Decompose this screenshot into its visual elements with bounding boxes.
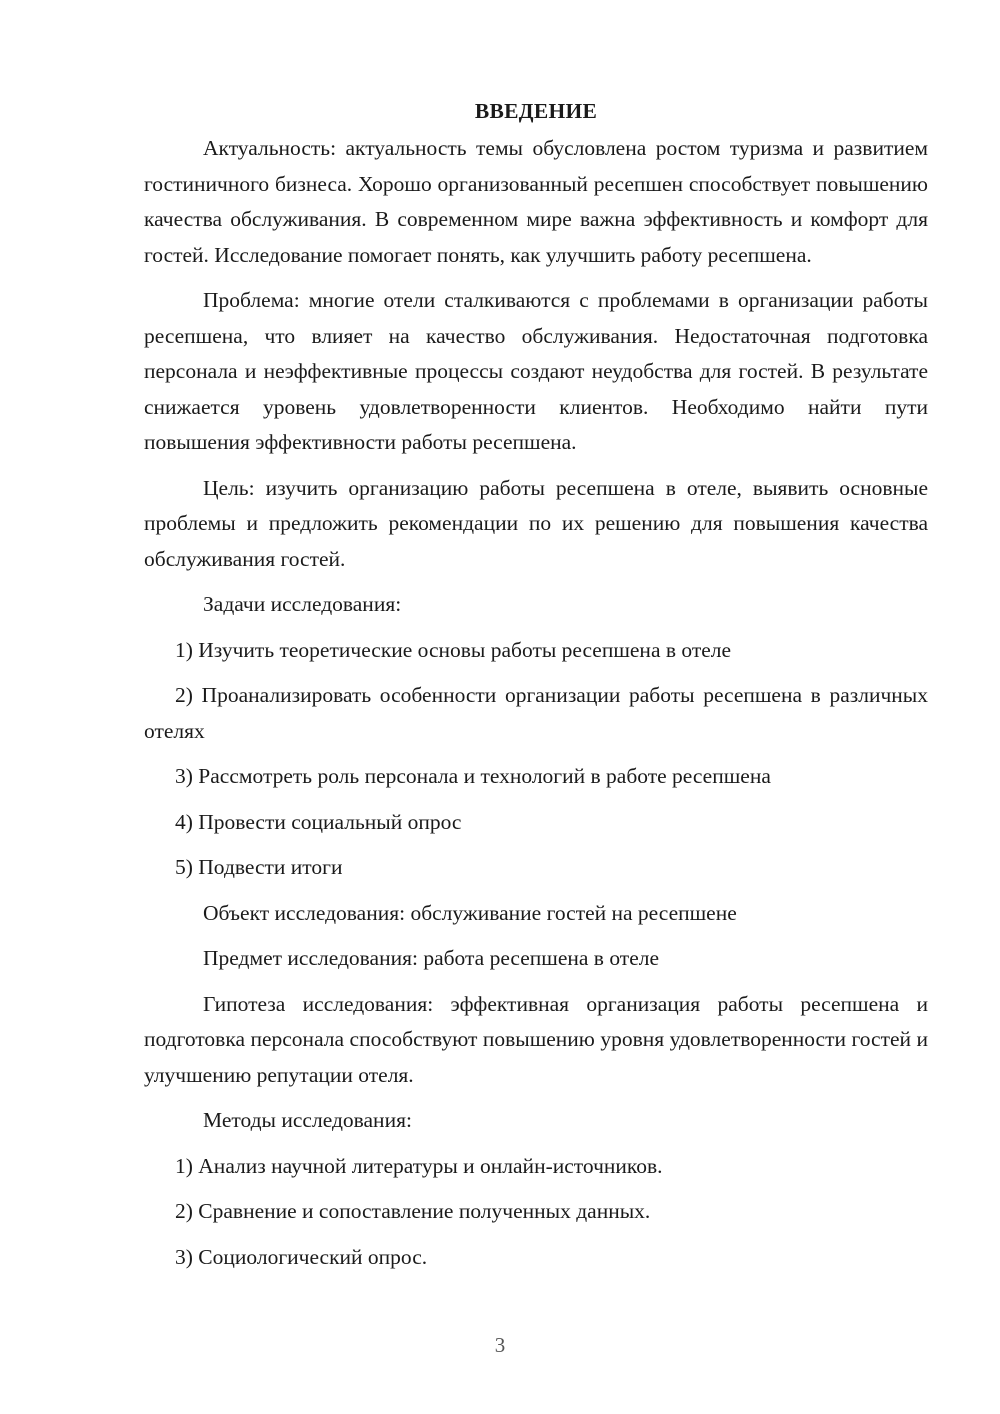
research-object: Объект исследования: обслуживание гостей на ресепшене (203, 900, 737, 925)
method-item-3: 3) Социологический опрос. (175, 1244, 428, 1269)
document-body (144, 94, 928, 1275)
task-item-4: 4) Провести социальный опрос (175, 809, 462, 834)
problem-paragraph: Проблема: многие отели сталкиваются с проблемами в организации работы ресепшена, что влияет на качество обслуживания. Недостаточная подготовка персонала и неэффективные процессы создают неудобства для гостей. В результате снижается уровень удовлетворенности клиентов. Необходимо найти пути повышения эффективности работы ресепшена. (144, 288, 928, 454)
method-item-2: 2) Сравнение и сопоставление полученных данных. (175, 1199, 651, 1223)
page-number: 3 (494, 1333, 506, 1357)
task-item-3: 3) Рассмотреть роль персонала и технологий в работе ресепшена (175, 764, 771, 788)
task-item-1: 1) Изучить теоретические основы работы ресепшена в отеле (175, 637, 732, 662)
section-title: ВВЕДЕНИЕ (474, 99, 598, 123)
tasks-heading: Задачи исследования: (203, 592, 402, 616)
research-subject: Предмет исследования: работа ресепшена в отеле (203, 946, 660, 970)
task-item-2: 2) Проанализировать особенности организации работы ресепшена в различных отелях (144, 683, 928, 743)
task-item-5: 5) Подвести итоги (175, 855, 343, 879)
research-hypothesis: Гипотеза исследования: эффективная организация работы ресепшена и подготовка персонала способствуют повышению уровня удовлетворенности гостей и улучшению репутации отеля. (144, 991, 928, 1087)
method-item-1: 1) Анализ научной литературы и онлайн-источников. (175, 1153, 663, 1178)
methods-heading: Методы исследования: (203, 1108, 412, 1132)
relevance-paragraph: Актуальность: актуальность темы обусловлена ростом туризма и развитием гостиничного бизнеса. Хорошо организованный ресепшен способствует повышению качества обслуживания. В современном мире важна эффективность и комфорт для гостей. Исследование помогает понять, как улучшить работу ресепшена. (144, 136, 928, 267)
goal-paragraph: Цель: изучить организацию работы ресепшена в отеле, выявить основные проблемы и предложить рекомендации по их решению для повышения качества обслуживания гостей. (144, 475, 928, 571)
